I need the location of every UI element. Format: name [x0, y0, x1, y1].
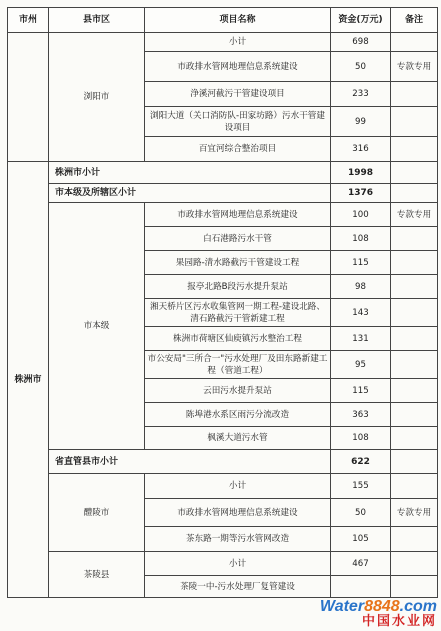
remark-cell: [391, 527, 438, 552]
project-cell: 湘天桥片区污水收集管网一期工程-建设北路、清石路截污干管新建工程: [145, 299, 331, 327]
project-cell: 浏阳大道（关口消防队-田家坊路）污水干管建设项目: [145, 107, 331, 137]
table-row: [8, 474, 438, 499]
table-row: [8, 552, 438, 576]
county-cell: 浏阳市: [49, 33, 145, 162]
project-cell: 小计: [145, 474, 331, 499]
fund-cell: 95: [331, 351, 391, 379]
city-cell-prev: [8, 33, 49, 162]
fund-cell: 467: [331, 552, 391, 576]
project-cell: 小计: [145, 33, 331, 52]
fund-cell: 50: [331, 52, 391, 82]
header-remark: 备注: [391, 8, 438, 33]
fund-cell: 99: [331, 107, 391, 137]
fund-cell: 100: [331, 203, 391, 227]
county-cell: 市本级: [49, 203, 145, 450]
project-cell: 云田污水提升泵站: [145, 379, 331, 403]
fund-cell: 316: [331, 137, 391, 162]
project-cell: 市公安局"三所合一"污水处理厂及田东路新建工程（管道工程）: [145, 351, 331, 379]
remark-cell: [391, 227, 438, 251]
remark-cell: [391, 82, 438, 107]
county-cell: 醴陵市: [49, 474, 145, 552]
fund-cell: 698: [331, 33, 391, 52]
subtotal-label: 市本级及所辖区小计: [49, 184, 331, 203]
project-cell: 白石港路污水干管: [145, 227, 331, 251]
project-cell: 报亭北路B段污水提升泵站: [145, 275, 331, 299]
remark-cell: [391, 33, 438, 52]
remark-cell: [391, 552, 438, 576]
fund-cell: 1998: [331, 162, 391, 184]
remark-cell: [391, 474, 438, 499]
header-project: 项目名称: [145, 8, 331, 33]
project-cell: 浄溪河截污干管建设项目: [145, 82, 331, 107]
remark-cell: [391, 351, 438, 379]
table-row: [8, 162, 438, 184]
project-cell: 枫溪大道污水管: [145, 427, 331, 450]
fund-cell: 233: [331, 82, 391, 107]
remark-cell: 专款专用: [391, 52, 438, 82]
county-cell: 茶陵县: [49, 552, 145, 598]
subtotal-label: 省直管县市小计: [49, 450, 331, 474]
fund-cell: 131: [331, 327, 391, 351]
project-cell: 茶陵一中-污水处理厂复管建设: [145, 576, 331, 598]
table-row: [8, 33, 438, 52]
fund-cell: 622: [331, 450, 391, 474]
remark-cell: [391, 379, 438, 403]
remark-cell: [391, 275, 438, 299]
fund-cell: 1376: [331, 184, 391, 203]
project-cell: 百宜河综合整治项目: [145, 137, 331, 162]
fund-cell: [331, 576, 391, 598]
table-row: [8, 203, 438, 227]
project-cell: 陈埠港水系区雨污分流改造: [145, 403, 331, 427]
remark-cell: [391, 327, 438, 351]
remark-cell: 专款专用: [391, 203, 438, 227]
fund-cell: 115: [331, 379, 391, 403]
fund-cell: 363: [331, 403, 391, 427]
project-cell: 小计: [145, 552, 331, 576]
remark-cell: [391, 576, 438, 598]
project-cell: 茶东路一期等污水管网改造: [145, 527, 331, 552]
fund-cell: 98: [331, 275, 391, 299]
watermark-url: Water8848.com: [319, 598, 437, 615]
header-fund: 资金(万元): [331, 8, 391, 33]
remark-cell: 专款专用: [391, 499, 438, 527]
remark-cell: [391, 162, 438, 184]
remark-cell: [391, 403, 438, 427]
watermark-logo: [317, 599, 437, 629]
fund-cell: 115: [331, 251, 391, 275]
table-row: [8, 184, 438, 203]
remark-cell: [391, 184, 438, 203]
fund-cell: 108: [331, 227, 391, 251]
remark-cell: [391, 251, 438, 275]
header-row: [8, 8, 438, 33]
subtotal-label: 株洲市小计: [49, 162, 331, 184]
watermark-site-name: 中国水业网: [361, 614, 437, 629]
funding-table: [7, 7, 438, 598]
fund-cell: 105: [331, 527, 391, 552]
project-cell: 市政排水管网地理信息系统建设: [145, 52, 331, 82]
project-cell: 果园路-清水路截污干管建设工程: [145, 251, 331, 275]
project-cell: 市政排水管网地理信息系统建设: [145, 203, 331, 227]
remark-cell: [391, 107, 438, 137]
remark-cell: [391, 137, 438, 162]
header-city: 市州: [8, 8, 49, 33]
remark-cell: [391, 299, 438, 327]
fund-cell: 155: [331, 474, 391, 499]
remark-cell: [391, 450, 438, 474]
city-cell: 株洲市: [8, 162, 49, 598]
table-row: [8, 450, 438, 474]
project-cell: 市政排水管网地理信息系统建设: [145, 499, 331, 527]
project-cell: 株洲市荷塘区仙庾镇污水整治工程: [145, 327, 331, 351]
fund-cell: 50: [331, 499, 391, 527]
fund-cell: 143: [331, 299, 391, 327]
fund-cell: 108: [331, 427, 391, 450]
remark-cell: [391, 427, 438, 450]
header-county: 县市区: [49, 8, 145, 33]
